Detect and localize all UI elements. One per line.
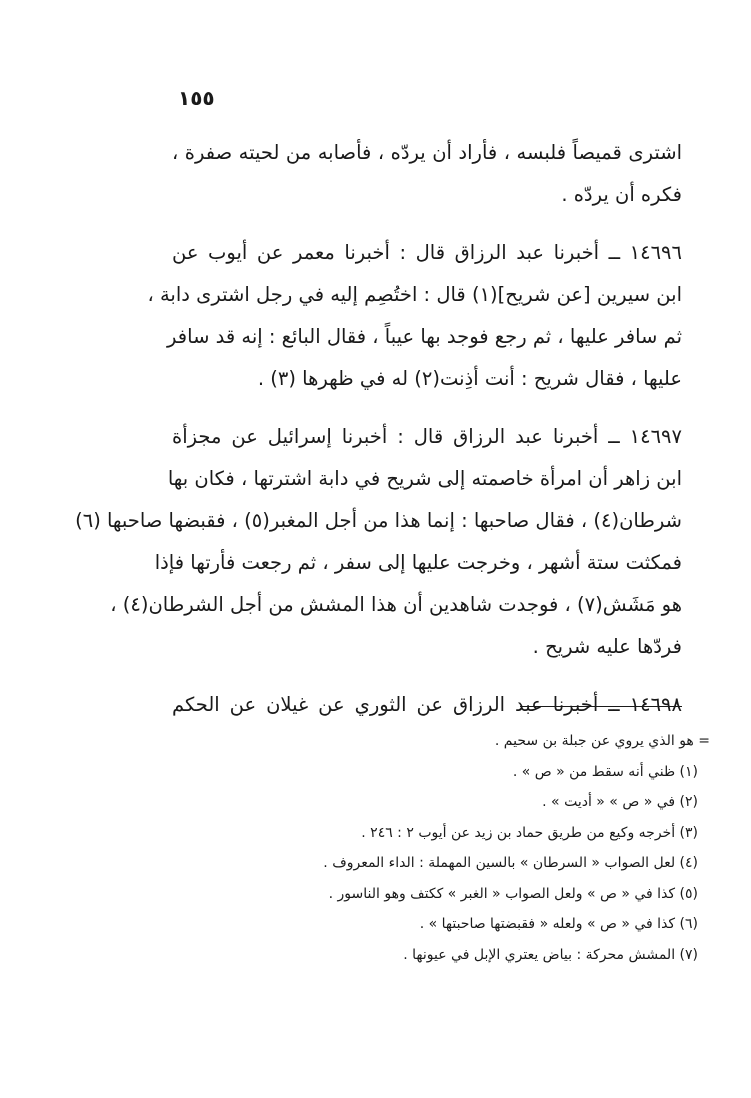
text-line: ثم سافر عليها ، ثم رجع فوجد بها عيباً ، فقال البائع : إنه قد سافر [167, 325, 682, 348]
text-line: فمكثت ستة أشهر ، وخرجت عليها إلى سفر ، ثم رجعت فأرتها فإذا [154, 551, 682, 574]
paragraph-gap [172, 400, 682, 416]
text-line: شرطان(٤) ، فقال صاحبها : إنما هذا من أجل المغبر(٥) ، فقبضها صاحبها (٦) [75, 509, 682, 532]
text-line: اشترى قميصاً فلبسه ، فأراد أن يردّه ، فأصابه من لحيته صفرة ، [172, 141, 682, 164]
footnote-line: (٣) أخرجه وكيع من طريق حماد بن زيد عن أيوب ٢ : ٢٤٦ . [361, 824, 698, 841]
footnote-line: (٥) كذا في « ص » ولعل الصواب « الغبر » ككتف وهو الناسور . [328, 885, 698, 902]
footnote-line: (٤) لعل الصواب « السرطان » بالسين المهملة : الداء المعروف . [323, 855, 698, 871]
footnote-line: (١) ظني أنه سقط من « ص » . [512, 763, 698, 780]
footnote-line: = هو الذي يروي عن جبلة بن سحيم . [494, 733, 710, 749]
footnote-line: (٧) المشش محركة : بياض يعتري الإبل في عيونها . [403, 946, 698, 963]
text-line: ابن سيرين [عن شريح](١) قال : اختُصِم إليه في رجل اشترى دابة ، [147, 283, 682, 306]
paragraph-gap [172, 216, 682, 232]
text-line: عليها ، فقال شريح : أنت أذِنت(٢) له في ظهرها (٣) . [257, 367, 682, 390]
footnotes [230, 726, 710, 970]
footnote-line: (٦) كذا في « ص » ولعله « فقبضتها صاحبتها » . [419, 916, 698, 932]
text-line: ١٤٦٩٨ ــ أخبرنا عبد الرزاق عن الثوري عن غيلان عن الحكم [172, 693, 682, 716]
text-line: ابن زاهر أن امرأة خاصمته إلى شريح في دابة اشترتها ، فكان بها [167, 467, 682, 490]
text-line: ١٤٦٩٦ ــ أخبرنا عبد الرزاق قال : أخبرنا معمر عن أيوب عن [172, 241, 682, 264]
text-line: فردّها عليه شريح . [532, 635, 682, 658]
footnote-divider [520, 706, 682, 707]
footnote-line: (٢) في « ص » « أديت » . [542, 794, 698, 810]
text-line: ١٤٦٩٧ ــ أخبرنا عبد الرزاق قال : أخبرنا إسرائيل عن مجزأة [172, 425, 682, 448]
page-number: ١٥٥ [178, 86, 215, 110]
text-line: هو مَشَش(٧) ، فوجدت شاهدين أن هذا المشش من أجل الشرطان(٤) ، [110, 593, 682, 616]
paragraph-gap [172, 668, 682, 684]
main-text [75, 132, 682, 726]
text-line: فكره أن يردّه . [561, 183, 682, 206]
